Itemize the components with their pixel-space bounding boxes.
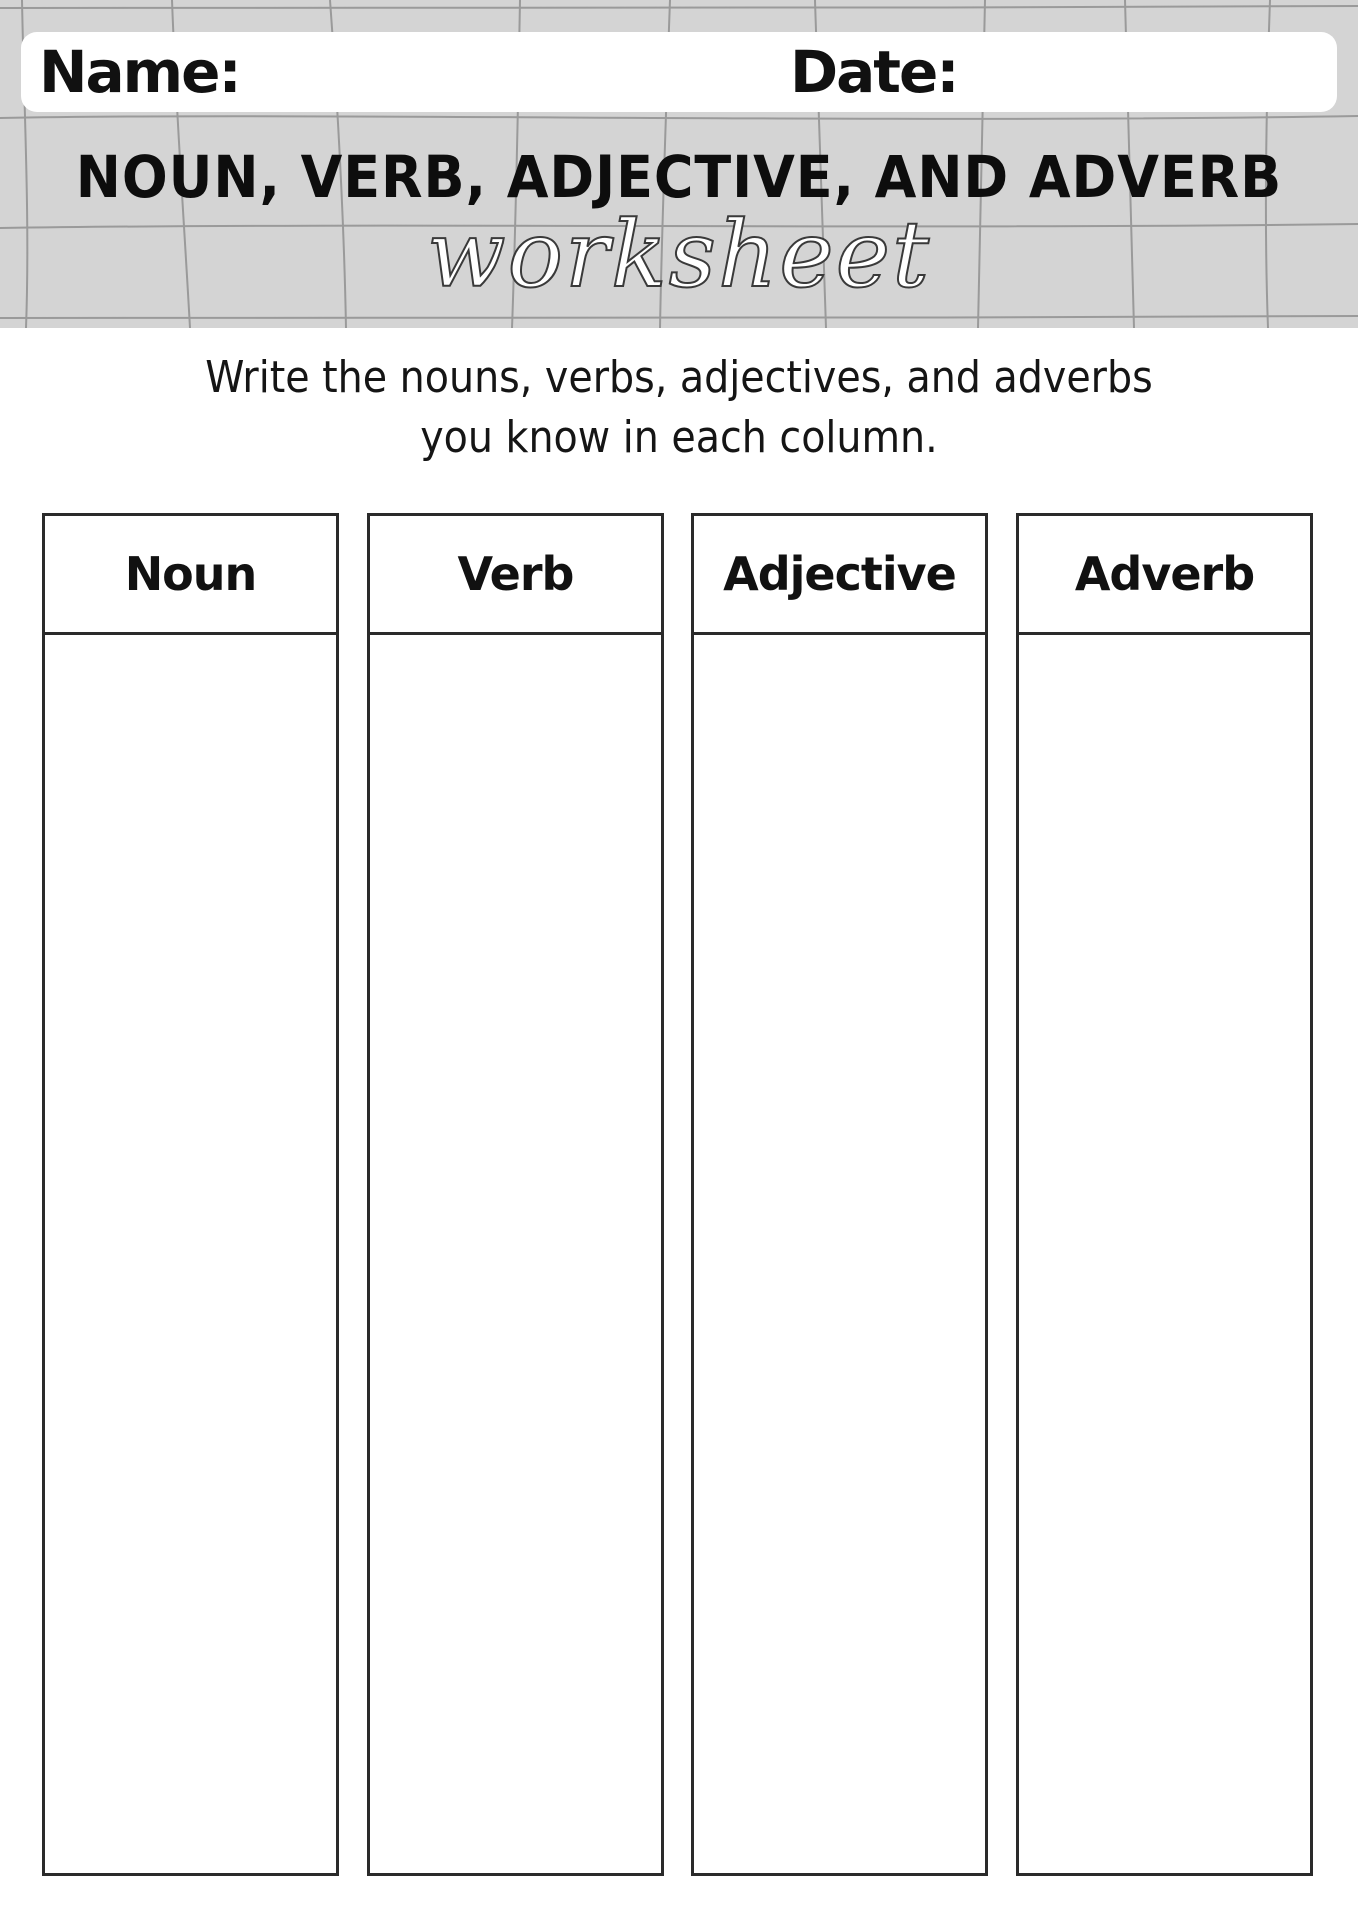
instructions-line-1: Write the nouns, verbs, adjectives, and adverbs [205,352,1153,403]
column-writing-area-verb[interactable] [370,635,661,1873]
column-adverb [1016,513,1313,1876]
column-verb [367,513,664,1876]
column-header-noun: Noun [45,516,336,635]
date-label: Date: [790,38,958,106]
name-date-bar [21,32,1337,112]
column-header-verb: Verb [370,516,661,635]
column-writing-area-adverb[interactable] [1019,635,1310,1873]
worksheet-title: NOUN, VERB, ADJECTIVE, AND ADVERB [75,143,1283,211]
instructions-line-2: you know in each column. [420,412,938,463]
column-header-adjective: Adjective [694,516,985,635]
name-label: Name: [39,38,240,106]
column-writing-area-adjective[interactable] [694,635,985,1873]
instructions [0,348,1358,468]
column-header-adverb: Adverb [1019,516,1310,635]
worksheet-subtitle: worksheet [426,201,932,308]
column-writing-area-noun[interactable] [45,635,336,1873]
header-banner [0,0,1358,328]
column-adjective [691,513,988,1876]
column-noun [42,513,339,1876]
